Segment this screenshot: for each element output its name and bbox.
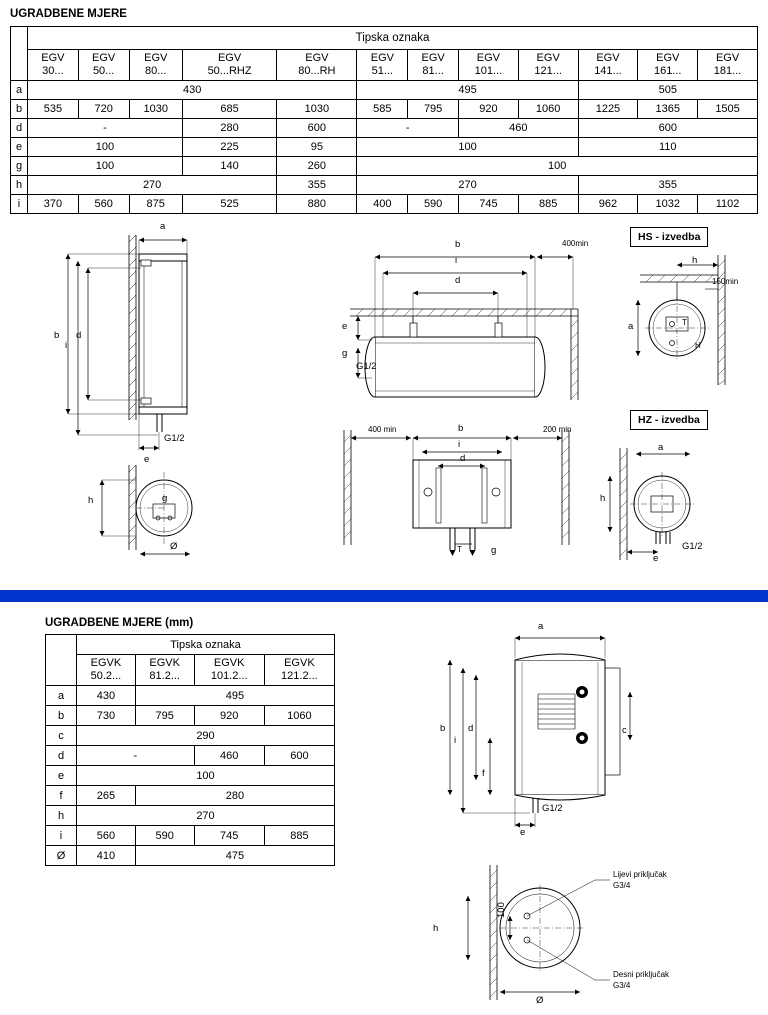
table2-row xyxy=(46,806,335,826)
port-label-h: H xyxy=(695,341,701,350)
table-cell: 100 xyxy=(28,138,183,157)
model-header-0: EGV 30... xyxy=(28,50,79,81)
dim-label-150min: 150min xyxy=(712,277,739,286)
table2-row xyxy=(46,686,335,706)
table-cell: 355 xyxy=(277,176,357,195)
row-label: b xyxy=(11,100,28,119)
label-g12-1: G1/2 xyxy=(164,433,185,444)
table-corner-cell xyxy=(11,27,28,81)
label-g12-2: G1/2 xyxy=(356,361,377,372)
dim-label-a6: a xyxy=(538,621,544,632)
table-cell: 270 xyxy=(357,176,578,195)
section-divider-bar xyxy=(0,590,768,602)
table2-cell: 270 xyxy=(77,806,335,826)
model2-header-0: EGVK 50.2... xyxy=(77,655,136,686)
drawing-egvk-vertical xyxy=(430,620,650,830)
table2-cell: 885 xyxy=(264,826,334,846)
table-row xyxy=(11,100,758,119)
table-cell: 140 xyxy=(182,157,276,176)
row-label: h xyxy=(11,176,28,195)
table2-row xyxy=(46,826,335,846)
page-title-upper: UGRADBENE MJERE xyxy=(10,8,127,20)
drawing-egvk-bottom xyxy=(420,860,680,1005)
table-cell: 495 xyxy=(357,81,578,100)
table-cell: 100 xyxy=(357,138,578,157)
drawings-lower xyxy=(400,615,768,1010)
table-cell: 355 xyxy=(578,176,757,195)
table-cell: 1030 xyxy=(129,100,182,119)
row-label: g xyxy=(11,157,28,176)
table-cell: 100 xyxy=(357,157,758,176)
table-cell: 110 xyxy=(578,138,757,157)
table2-cell: 460 xyxy=(194,746,264,766)
table-row xyxy=(11,176,758,195)
table-row xyxy=(11,81,758,100)
row-label: i xyxy=(11,195,28,214)
table-cell: 225 xyxy=(182,138,276,157)
dim-label-h3: h xyxy=(692,255,698,266)
dim-label-400min-hz: 400 min xyxy=(368,425,397,434)
dimensions-table-egvk xyxy=(45,634,335,866)
model-header-3: EGV 50...RHZ xyxy=(182,50,276,81)
drawing-hz-front xyxy=(600,440,740,570)
model-header-2: EGV 80... xyxy=(129,50,182,81)
row2-label: e xyxy=(46,766,77,786)
table-cell: 745 xyxy=(459,195,519,214)
badge-hs-izvedba: HS - izvedba xyxy=(630,227,708,247)
row-label: d xyxy=(11,119,28,138)
table-cell: 720 xyxy=(78,100,129,119)
table-row xyxy=(11,195,758,214)
table2-cell: 290 xyxy=(77,726,335,746)
dim-label-g2: g xyxy=(342,348,348,359)
table-cell: 1102 xyxy=(698,195,758,214)
drawing-vertical-unit xyxy=(40,220,270,570)
table-cell: 1060 xyxy=(518,100,578,119)
dim-label-g4: g xyxy=(491,545,497,556)
table2-cell: 430 xyxy=(77,686,136,706)
dim-label-i1: i xyxy=(65,340,68,351)
label-g12-6: G1/2 xyxy=(542,803,563,814)
model-header-8: EGV 121... xyxy=(518,50,578,81)
table2-cell: 280 xyxy=(135,786,334,806)
table-cell: 95 xyxy=(277,138,357,157)
row-label: a xyxy=(11,81,28,100)
dim-label-b1: b xyxy=(54,330,60,341)
model-header-7: EGV 101... xyxy=(459,50,519,81)
label-right-port-size: G3/4 xyxy=(613,981,631,990)
table-cell: 460 xyxy=(459,119,579,138)
drawings-upper xyxy=(0,215,768,575)
table2-row xyxy=(46,706,335,726)
table2-cell: 590 xyxy=(135,826,194,846)
row2-label: Ø xyxy=(46,846,77,866)
dim-label-c6: c xyxy=(622,725,627,736)
table-cell: 560 xyxy=(78,195,129,214)
dim-label-e6: e xyxy=(520,827,526,838)
table-cell: 795 xyxy=(408,100,459,119)
table2-row xyxy=(46,746,335,766)
table-cell: 600 xyxy=(578,119,757,138)
dim-label-d6: d xyxy=(468,723,474,734)
model2-header-1: EGVK 81.2... xyxy=(135,655,194,686)
drawing-hz-side xyxy=(330,420,630,560)
table2-cell: 920 xyxy=(194,706,264,726)
row2-label: h xyxy=(46,806,77,826)
table2-cell: 1060 xyxy=(264,706,334,726)
dim-label-d1: d xyxy=(76,330,82,341)
dim-label-e5: e xyxy=(653,553,659,564)
table2-row xyxy=(46,786,335,806)
row2-label: b xyxy=(46,706,77,726)
table2-cell: 475 xyxy=(135,846,334,866)
dim-label-diam7: Ø xyxy=(536,995,544,1006)
table2-row xyxy=(46,846,335,866)
model2-header-2: EGVK 101.2... xyxy=(194,655,264,686)
dim-label-b2: b xyxy=(455,239,461,250)
table-cell: 370 xyxy=(28,195,79,214)
model-header-10: EGV 161... xyxy=(638,50,698,81)
table-row xyxy=(11,157,758,176)
table-cell: 430 xyxy=(28,81,357,100)
label-left-port: Lijevi priključak xyxy=(613,870,667,879)
model-header-1: EGV 50... xyxy=(78,50,129,81)
dim-label-a3: a xyxy=(628,321,634,332)
type-header: Tipska oznaka xyxy=(28,27,758,50)
model-header-6: EGV 81... xyxy=(408,50,459,81)
dim-label-i2: i xyxy=(455,255,458,266)
table2-cell: 100 xyxy=(77,766,335,786)
table-cell: 962 xyxy=(578,195,638,214)
dim-label-a1: a xyxy=(160,221,166,232)
table-cell: 280 xyxy=(182,119,276,138)
table-cell: 535 xyxy=(28,100,79,119)
table2-cell: 795 xyxy=(135,706,194,726)
table-cell: 875 xyxy=(129,195,182,214)
row2-label: c xyxy=(46,726,77,746)
dim-label-b6: b xyxy=(440,723,446,734)
drawing-hs-side xyxy=(330,235,610,410)
dim-label-d4: d xyxy=(460,453,466,464)
dim-label-h5: h xyxy=(600,493,606,504)
table-cell: - xyxy=(357,119,459,138)
dim-label-i4: i xyxy=(458,439,461,450)
dim-label-g1: g xyxy=(162,493,168,504)
table-cell: 525 xyxy=(182,195,276,214)
table2-cell: 600 xyxy=(264,746,334,766)
model-header-9: EGV 141... xyxy=(578,50,638,81)
dim-label-e2: e xyxy=(342,321,348,332)
dim-label-d2: d xyxy=(455,275,461,286)
model-header-11: EGV 181... xyxy=(698,50,758,81)
row2-label: f xyxy=(46,786,77,806)
label-right-port: Desni priključak xyxy=(613,970,670,979)
label-g12-5: G1/2 xyxy=(682,541,703,552)
table-cell: 270 xyxy=(28,176,277,195)
table-cell: 100 xyxy=(28,157,183,176)
table2-cell: 560 xyxy=(77,826,136,846)
dim-label-a5: a xyxy=(658,442,664,453)
table-cell: 685 xyxy=(182,100,276,119)
table2-cell: 265 xyxy=(77,786,136,806)
page-title-lower: UGRADBENE MJERE (mm) xyxy=(45,617,194,629)
table2-cell: 495 xyxy=(135,686,334,706)
model-header-5: EGV 51... xyxy=(357,50,408,81)
table-cell: 590 xyxy=(408,195,459,214)
table2-cell: 730 xyxy=(77,706,136,726)
row2-label: i xyxy=(46,826,77,846)
table-cell: 1225 xyxy=(578,100,638,119)
dim-label-b4: b xyxy=(458,423,464,434)
table-cell: 920 xyxy=(459,100,519,119)
table-cell: 880 xyxy=(277,195,357,214)
table-cell: 1032 xyxy=(638,195,698,214)
table2-cell: 745 xyxy=(194,826,264,846)
port-label-t: T xyxy=(682,318,687,327)
dim-label-f6: f xyxy=(482,768,485,779)
table-row xyxy=(11,119,758,138)
table-cell: 1365 xyxy=(638,100,698,119)
dim-label-100: 100 xyxy=(496,902,507,918)
dim-label-400min-hs: 400min xyxy=(562,239,589,248)
table-cell: 885 xyxy=(518,195,578,214)
dim-label-h1: h xyxy=(88,495,94,506)
dim-label-e1: e xyxy=(144,454,150,465)
table-cell: 260 xyxy=(277,157,357,176)
table2-row xyxy=(46,766,335,786)
table-cell: 505 xyxy=(578,81,757,100)
model2-header-3: EGVK 121.2... xyxy=(264,655,334,686)
table2-cell: 410 xyxy=(77,846,136,866)
table-cell: 1030 xyxy=(277,100,357,119)
label-left-port-size: G3/4 xyxy=(613,881,631,890)
port-label-t4: T xyxy=(457,545,462,554)
table2-corner-cell xyxy=(46,635,77,686)
dim-label-200min-hz: 200 min xyxy=(543,425,572,434)
table-cell: 1505 xyxy=(698,100,758,119)
type-header-2: Tipska oznaka xyxy=(77,635,335,655)
table-cell: 585 xyxy=(357,100,408,119)
table-cell: - xyxy=(28,119,183,138)
table-row xyxy=(11,138,758,157)
row-label: e xyxy=(11,138,28,157)
table2-cell: - xyxy=(77,746,195,766)
table-cell: 600 xyxy=(277,119,357,138)
row2-label: a xyxy=(46,686,77,706)
dim-label-i6: i xyxy=(454,735,457,746)
dim-label-diam1: Ø xyxy=(170,541,178,552)
table2-row xyxy=(46,726,335,746)
model-header-4: EGV 80...RH xyxy=(277,50,357,81)
dimensions-table-egv xyxy=(10,26,758,214)
dim-label-h7: h xyxy=(433,923,439,934)
badge-hz-izvedba: HZ - izvedba xyxy=(630,410,708,430)
table-cell: 400 xyxy=(357,195,408,214)
row2-label: d xyxy=(46,746,77,766)
